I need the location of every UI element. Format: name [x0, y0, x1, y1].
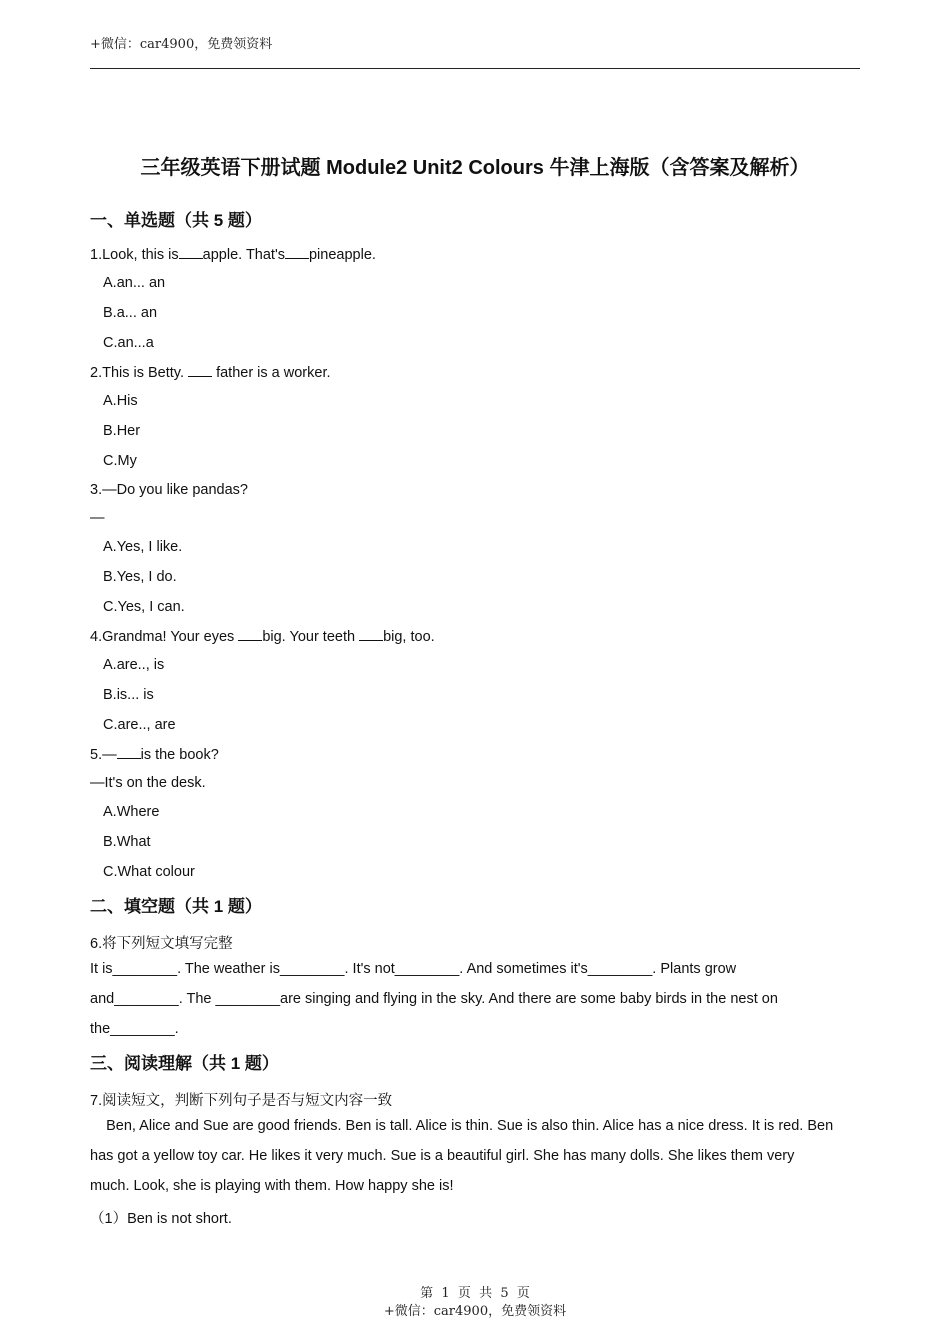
- footer-text: +微信：car4900，免费领资料: [383, 1304, 567, 1319]
- option-1a: A.an... an: [103, 275, 166, 291]
- question-6-line-3: the________.: [90, 1021, 179, 1037]
- page-number: 第 1 页 共 5 页: [420, 1286, 530, 1301]
- question-7-prompt: 7.阅读短文，判断下列句子是否与短文内容一致: [90, 1093, 393, 1109]
- question-5: 5.— is the book?: [90, 747, 219, 763]
- section-heading-reading: 三、阅读理解（共 1 题）: [90, 1054, 279, 1073]
- question-3-reply: —: [90, 510, 105, 526]
- passage-line-2: has got a yellow toy car. He likes it very much. Sue is a beautiful girl. She has many dolls. She likes them very: [90, 1148, 795, 1164]
- option-5b: B.What: [103, 834, 151, 850]
- header-rule: [90, 68, 860, 69]
- question-6-line-2: and________. The ________are singing and flying in the sky. And there are some baby birds in the nest on: [90, 991, 778, 1007]
- option-2b: B.Her: [103, 423, 141, 439]
- question-3: 3.—Do you like pandas?: [90, 482, 248, 498]
- answer-blank: [359, 628, 383, 641]
- answer-blank: [285, 246, 309, 259]
- option-3a: A.Yes, I like.: [103, 539, 183, 555]
- question-6-line-1: It is________. The weather is________. It's not________. And sometimes it's________. Plants grow: [90, 961, 737, 977]
- option-3b: B.Yes, I do.: [103, 569, 177, 585]
- passage-line-1: Ben, Alice and Sue are good friends. Ben is tall. Alice is thin. Sue is also thin. Alice has a nice dress. It is red. Ben: [90, 1118, 834, 1134]
- passage-line-3: much. Look, she is playing with them. How happy she is!: [90, 1178, 454, 1194]
- option-2c: C.My: [103, 453, 137, 469]
- question-1: 1.Look, this is apple. That's pineapple.: [90, 247, 376, 263]
- question-2: 2.This is Betty. father is a worker.: [90, 365, 331, 381]
- section-heading-fill-blank: 二、填空题（共 1 题）: [90, 897, 262, 916]
- section-heading-single-choice: 一、单选题（共 5 题）: [90, 211, 262, 230]
- answer-blank: [117, 746, 141, 759]
- option-4b: B.is... is: [103, 687, 154, 703]
- question-4: 4.Grandma! Your eyes big. Your teeth big, too.: [90, 629, 435, 645]
- option-5a: A.Where: [103, 804, 160, 820]
- header-text: +微信：car4900，免费领资料: [90, 37, 273, 52]
- answer-blank: [238, 628, 262, 641]
- option-4a: A.are.., is: [103, 657, 165, 673]
- answer-blank: [179, 246, 203, 259]
- answer-blank: [188, 364, 212, 377]
- option-5c: C.What colour: [103, 864, 195, 880]
- question-6-prompt: 6.将下列短文填写完整: [90, 936, 233, 952]
- question-5-reply: —It's on the desk.: [90, 775, 206, 791]
- option-3c: C.Yes, I can.: [103, 599, 185, 615]
- question-7-sub-1: （1）Ben is not short.: [90, 1211, 232, 1227]
- option-1b: B.a... an: [103, 305, 158, 321]
- document-title: 三年级英语下册试题 Module2 Unit2 Colours 牛津上海版（含答案及解析）: [140, 157, 810, 179]
- option-4c: C.are.., are: [103, 717, 176, 733]
- option-2a: A.His: [103, 393, 138, 409]
- option-1c: C.an...a: [103, 335, 154, 351]
